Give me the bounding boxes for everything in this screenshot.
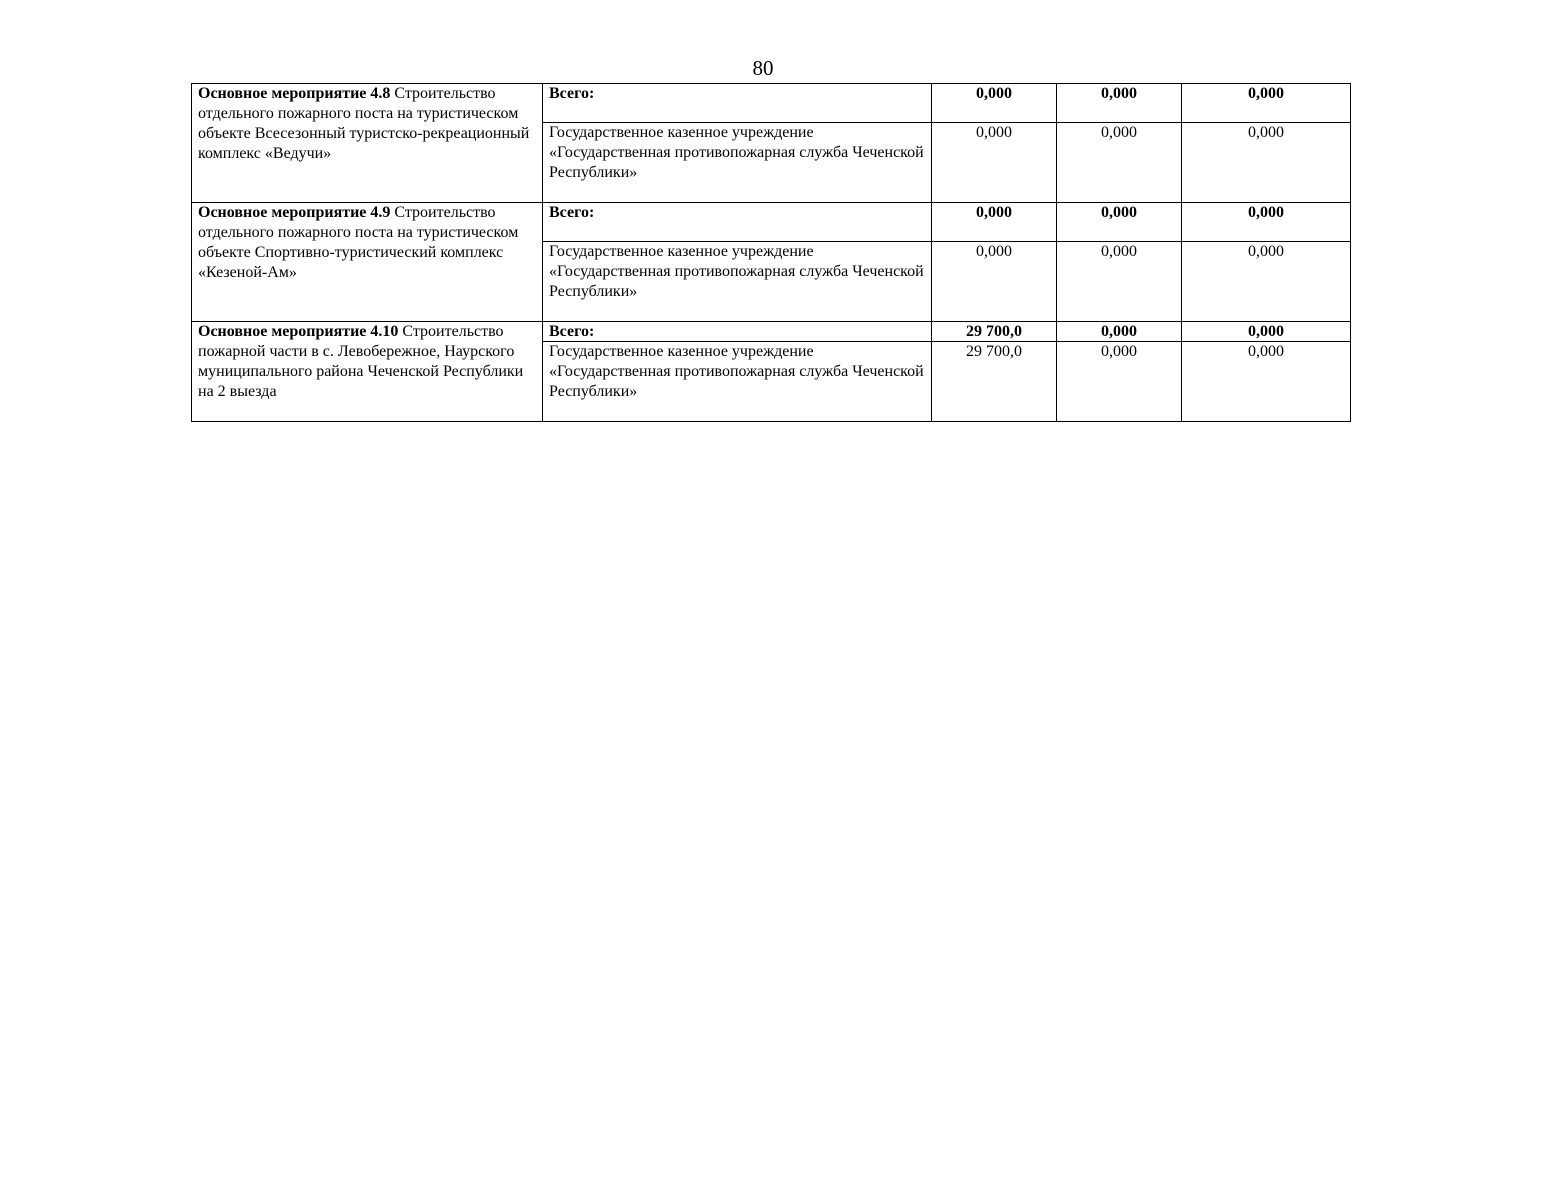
total-value: 0,000 [1182, 322, 1351, 342]
measure-cell [192, 322, 543, 422]
total-value: 0,000 [932, 203, 1057, 242]
table-row [192, 322, 1351, 342]
total-value: 0,000 [932, 84, 1057, 123]
measure-cell [192, 203, 543, 322]
executor-value: 29 700,0 [932, 342, 1057, 422]
executor-name: Государственное казенное учреждение «Государственная противопожарная служба Чеченской Республики» [543, 242, 932, 322]
measure-description: Строительство пожарной части в с. Левобережное, Наурского муниципального района Чеченской Республики на 2 выезда [198, 323, 524, 400]
total-value: 0,000 [1057, 84, 1182, 123]
total-value: 29 700,0 [932, 322, 1057, 342]
executor-value: 0,000 [932, 123, 1057, 203]
executor-value: 0,000 [1057, 342, 1182, 422]
total-label: Всего: [543, 203, 932, 242]
measure-description: Строительство отдельного пожарного поста на туристическом объекте Спортивно-туристический комплекс «Кезеной-Ам» [198, 204, 519, 281]
executor-value: 0,000 [932, 242, 1057, 322]
total-value: 0,000 [1182, 84, 1351, 123]
total-value: 0,000 [1057, 322, 1182, 342]
measure-title: Основное мероприятие 4.9 [198, 204, 391, 221]
measure-title: Основное мероприятие 4.10 [198, 323, 399, 340]
page-number: 80 [752, 56, 774, 80]
measure-cell [192, 84, 543, 203]
executor-name: Государственное казенное учреждение «Государственная противопожарная служба Чеченской Республики» [543, 123, 932, 203]
executor-value: 0,000 [1182, 123, 1351, 203]
funding-table [191, 83, 1351, 422]
executor-name: Государственное казенное учреждение «Государственная противопожарная служба Чеченской Республики» [543, 342, 932, 422]
total-label: Всего: [543, 84, 932, 123]
executor-value: 0,000 [1182, 242, 1351, 322]
total-label: Всего: [543, 322, 932, 342]
table-row [192, 203, 1351, 242]
table-row [192, 84, 1351, 123]
executor-value: 0,000 [1057, 123, 1182, 203]
measure-description: Строительство отдельного пожарного поста на туристическом объекте Всесезонный туристско-рекреационный комплекс «Ведучи» [198, 85, 530, 162]
executor-value: 0,000 [1182, 342, 1351, 422]
measure-title: Основное мероприятие 4.8 [198, 85, 391, 102]
total-value: 0,000 [1057, 203, 1182, 242]
executor-value: 0,000 [1057, 242, 1182, 322]
total-value: 0,000 [1182, 203, 1351, 242]
